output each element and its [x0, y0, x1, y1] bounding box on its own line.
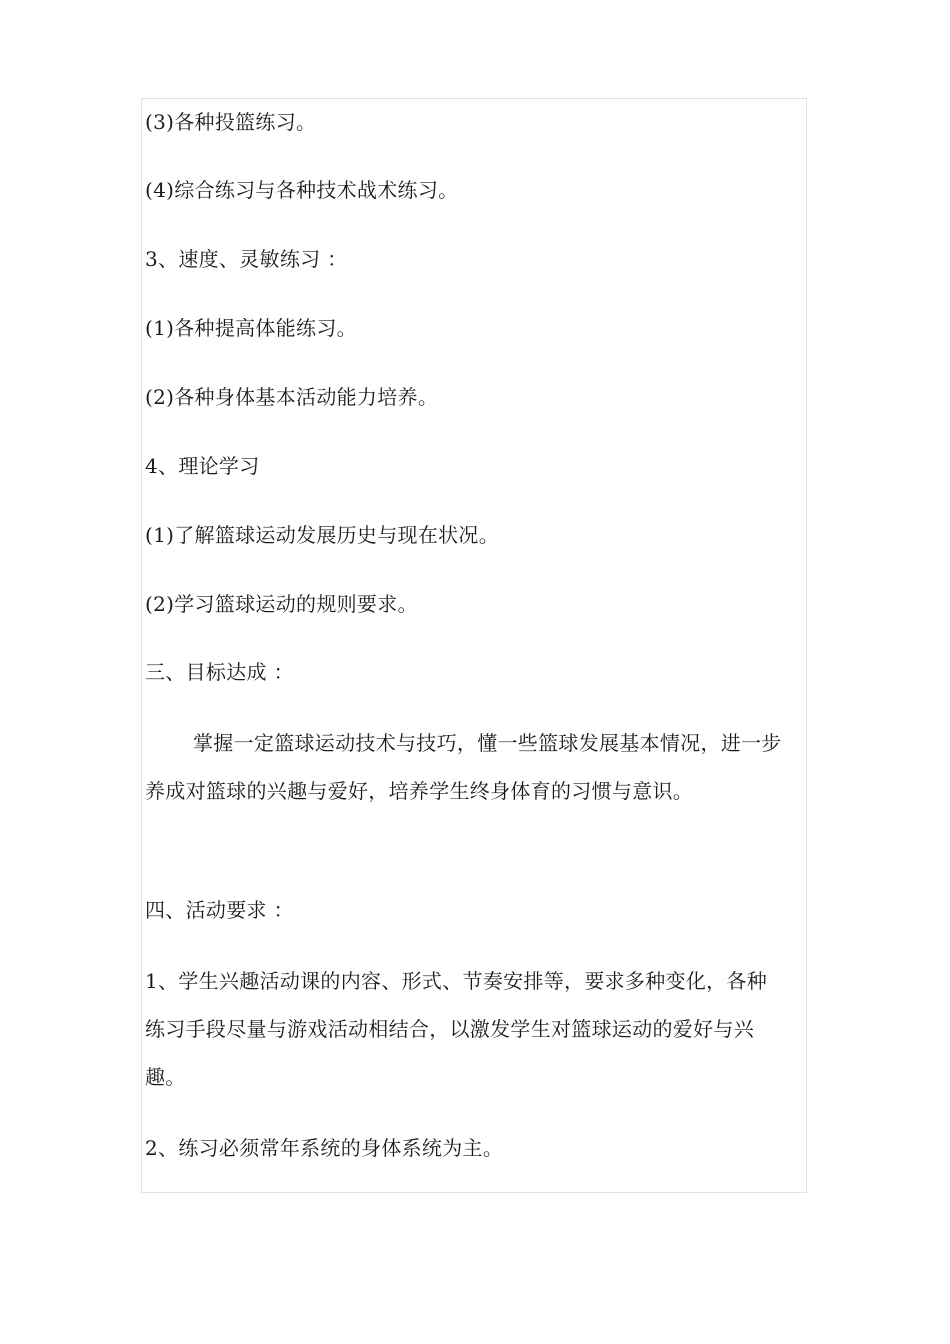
section-heading: 4、理论学习	[145, 454, 260, 478]
list-item: (2)各种身体基本活动能力培养。	[145, 385, 439, 409]
section-heading: 四、活动要求 ：	[145, 898, 294, 922]
section-heading: 三、目标达成 ：	[145, 660, 294, 684]
requirement-paragraph: 2、练习必须常年系统的身体系统为主。	[145, 1136, 504, 1160]
list-item: (1)各种提高体能练习。	[145, 316, 357, 340]
section-heading: 3、速度、灵敏练习 ：	[145, 247, 348, 271]
list-item: (4)综合练习与各种技术战术练习。	[145, 178, 459, 202]
list-item: (1)了解篮球运动发展历史与现在状况。	[145, 523, 500, 547]
goal-paragraph: 掌握一定篮球运动技术与技巧，懂一些篮球发展基本情况，进一步养成对篮球的兴趣与爱好，培养学生终身体育的习惯与意识。	[145, 731, 782, 803]
requirement-paragraph: 1、学生兴趣活动课的内容、形式、节奏安排等，要求多种变化，各种练习手段尽量与游戏活动相结合，以激发学生对篮球运动的爱好与兴趣。	[145, 969, 768, 1089]
list-item: (3)各种投篮练习。	[145, 110, 317, 134]
list-item: (2)学习篮球运动的规则要求。	[145, 592, 418, 616]
